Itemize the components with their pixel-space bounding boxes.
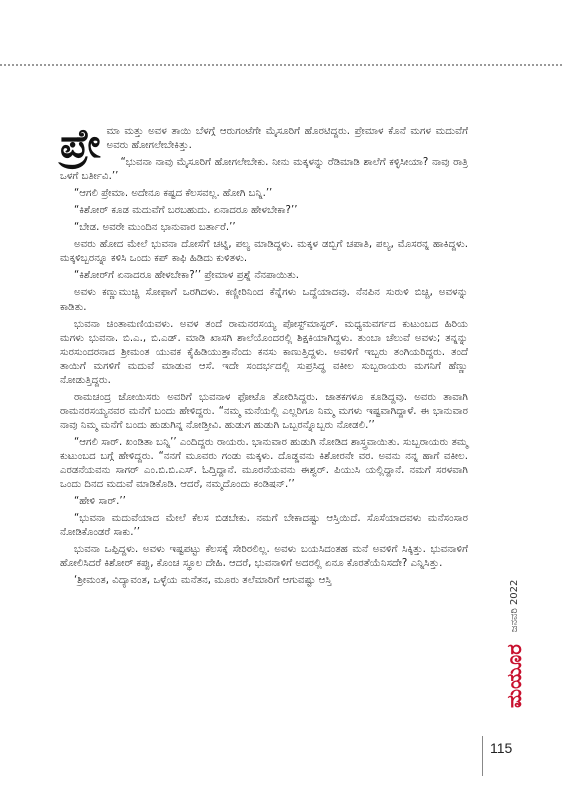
paragraph-11: “ಆಗಲಿ ಸಾರ್. ಖಂಡಿತಾ ಬನ್ನಿ’’ ಎಂದಿದ್ದರು ರಾಯರು. ಭಾನುವಾರ ಹುಡುಗಿ ನೋಡಿದ ಶಾಸ್ತ್ರವಾಯಿತು. ಸುಬ್ಬರಾಯರು ತಮ್ಮ ಕುಟುಂಬದ ಬಗ್ಗೆ ಹೇಳಿದ್ದರು. “ನನಗೆ ಮೂವರು ಗಂಡು ಮಕ್ಕಳು. ದೊಡ್ಡವನು ಕಿಶೋರನೇ ವರ. ಅವನು ನನ್ನ ಹಾಗೆ ವಕೀಲ. ಎರಡನೆಯವನು ಸಾಗರ್ ಎಂ.ಬಿ.ಬಿ.ಎಸ್. ಓದ್ತಿದ್ದಾನೆ. ಮೂರನೆಯವನು ಈಶ್ವರ್. ಪಿಯುಸಿ ಯಲ್ಲಿದ್ದಾನೆ. ನಮಗೆ ಸರಳವಾಗಿ ಒಂದು ದಿನದ ಮದುವೆ ಮಾಡಿಕೊಡಿ. ಆದರೆ, ನಮ್ಮದೊಂದು ಕಂಡಿಷನ್.’’ <box>60 436 468 491</box>
paragraph-2: “ಭುವನಾ ನಾವು ಮೈಸೂರಿಗೆ ಹೋಗಲೇಬೇಕು. ನೀನು ಮಕ್ಕಳನ್ನು ರೆಡಿಮಾಡಿ ಶಾಲೆಗೆ ಕಳ್ಳಿಸೀಯಾ? ನಾವು ರಾತ್ರಿ ಒಳಗೆ ಬರ್ತೀವಿ.’’ <box>60 157 468 183</box>
paragraph-13: “ಭುವನಾ ಮದುವೆಯಾದ ಮೇಲೆ ಕೆಲಸ ಬಿಡಬೇಕು. ನಮಗೆ ಬೇಕಾದಷ್ಟು ಆಸ್ತಿಯಿದೆ. ಸೊಸೆಯಾದವಳು ಮನೆಸಂಸಾರ ನೋಡಿಕೊಂಡರೆ ಸಾಕು.’’ <box>60 513 468 539</box>
paragraph-4: “ಕಿಶೋರ್ ಕೂಡ ಮದುವೆಗೆ ಬರಬಹುದು. ಏನಾದರೂ ಹೇಳಬೇಕಾ?’’ <box>74 205 298 217</box>
paragraph-9: ಭುವನಾ ಚಿಂತಾಮಣಿಯವಳು. ಅವಳ ತಂದೆ ರಾಮನರಸಯ್ಯ ಪೋಸ್ಟ್‌ಮಾಸ್ಟರ್. ಮಧ್ಯಮವರ್ಗದ ಕುಟುಂಬದ ಹಿರಿಯ ಮಗಳು ಭುವನಾ. ಬಿ.ಎ., ಬಿ.ಎಡ್. ಮಾಡಿ ಖಾಸಗಿ ಶಾಲೆಯೊಂದರಲ್ಲಿ ಶಿಕ್ಷಕಿಯಾಗಿದ್ದಳು. ತುಂಬಾ ಚೆಲುವೆ ಅವಳು; ತನ್ನನ್ನು ಸುರಸುಂದರನಾದ ಶ್ರೀಮಂತ ಯುವಕ ಕೈಹಿಡಿಯುತ್ತಾನೆಂದು ಕನಸು ಕಾಣುತ್ತಿದ್ದಳು. ಅವಳಿಗೆ ಇಬ್ಬರು ತಂಗಿಯರಿದ್ದರು. ತಂದೆ ತಾಯಿಗೆ ಮಗಳಿಗೆ ಮದುವೆ ಮಾಡುವ ಆಸೆ. ಇದೇ ಸಂದರ್ಭದಲ್ಲಿ ಸುಪ್ರಸಿದ್ಧ ವಕೀಲ ಸುಬ್ಬರಾಯರು ಮಗನಿಗೆ ಹೆಣ್ಣು ನೋಡುತ್ತಿದ್ದರು. <box>60 318 468 386</box>
paragraph-3: “ಆಗಲಿ ಪ್ರೇಮಾ. ಅದೇನೂ ಕಷ್ಟದ ಕೆಲಸವಲ್ಲ. ಹೋಗಿ ಬನ್ನಿ.’’ <box>74 188 273 200</box>
paragraph-15: ‘ಶ್ರೀಮಂತ, ವಿದ್ಯಾವಂತ, ಒಳ್ಳೆಯ ಮನೆತನ, ಮೂರು ತಲೆಮಾರಿಗೆ ಆಗುವಷ್ಟು ಆಸ್ತಿ <box>74 575 332 587</box>
paragraph-12: “ಹೇಳಿ ಸಾರ್.’’ <box>74 496 126 508</box>
top-dotted-rule <box>0 64 562 66</box>
paragraph-1-text: ಮಾ ಮತ್ತು ಅವಳ ತಾಯಿ ಬೆಳಗ್ಗೆ ಆರುಗಂಟೆಗೇ ಮೈಸೂರಿಗೆ ಹೊರಟಿದ್ದರು. ಪ್ರೇಮಾಳ ಕೊನೆ ಮಗಳ ಮದುವೆಗೆ ಅವರು ಹೋಗಲೇಬೇಕಿತ್ತು. <box>106 126 468 152</box>
paragraph-6: ಅವರು ಹೋದ ಮೇಲೆ ಭುವನಾ ದೋಸೆಗೆ ಚಟ್ನಿ, ಪಲ್ಯ ಮಾಡಿದ್ದಳು. ಮಕ್ಕಳ ಡಬ್ಬಿಗೆ ಚಪಾತಿ, ಪಲ್ಯ, ಮೊಸರನ್ನ ಹಾಕಿದ್ದಳು. ಮಕ್ಕಳಿಬ್ಬರನ್ನೂ ಕಳಿಸಿ ಒಂದು ಕಪ್ ಕಾಫಿ ಹಿಡಿದು ಕುಳಿತಳು. <box>60 239 468 265</box>
page-number: 115 <box>490 740 513 756</box>
paragraph-1 <box>60 120 468 167</box>
issue-date: ಜನವರಿ 2022 <box>508 579 520 633</box>
magazine-name: ಮಯೂರ <box>502 644 526 708</box>
paragraph-7: “ಕಿಶೋರ್‌ಗೆ ಏನಾದರೂ ಹೇಳಬೇಕಾ?’’ ಪ್ರೇಮಾಳ ಪ್ರಶ್ನೆ ನೆನಪಾಯಿತು. <box>74 270 300 282</box>
page-number-divider <box>482 736 483 776</box>
paragraph-10: ರಾಮಚಂದ್ರ ಜೋಯಿಸರು ಅವರಿಗೆ ಭುವನಾಳ ಫೋಟೊ ತೋರಿಸಿದ್ದರು. ಜಾತಕಗಳೂ ಕೂಡಿದ್ದವು. ಅವರು ತಾವಾಗಿ ರಾಮನರಸಯ್ಯನವರ ಮನೆಗೆ ಬಂದು ಹೇಳಿದ್ದರು. “ನಮ್ಮ ಮನೆಯಲ್ಲಿ ಎಲ್ಲರಿಗೂ ನಿಮ್ಮ ಮಗಳು ಇಷ್ಟವಾಗಿದ್ದಾಳೆ. ಈ ಭಾನುವಾರ ನಾವು ನಿಮ್ಮ ಮನೆಗೆ ಬಂದು ಹುಡುಗಿನ್ನ ನೋಡ್ತೀವಿ. ಹುಡುಗ ಹುಡುಗಿ ಒಬ್ಬರನ್ನೊಬ್ಬರು ನೋಡಲಿ.’’ <box>60 391 468 431</box>
paragraph-5: “ಬೇಡ. ಅವರೇ ಮುಂದಿನ ಭಾನುವಾರ ಬರ್ತಾರೆ.’’ <box>74 222 236 234</box>
paragraph-14: ಭುವನಾ ಒಪ್ಪಿದ್ದಳು. ಅವಳು ಇಷ್ಟಪಟ್ಟು ಕೆಲಸಕ್ಕೆ ಸೇರಿರಲಿಲ್ಲ. ಅವಳು ಬಯಸಿದಂತಹ ಮನೆ ಅವಳಿಗೆ ಸಿಕ್ಕಿತ್ತು. ಭುವನಾಳಿಗೆ ಹೋಲಿಸಿದರೆ ಕಿಶೋರ್ ಕಪ್ಪು, ಕೊಂಚ ಸ್ಥೂಲ ದೇಹಿ. ಆದರೆ, ಭುವನಾಳಿಗೆ ಅದರಲ್ಲಿ ಏನೂ ಕೊರತೆಯೆನಿಸದೇ? ಎನ್ನಿಸಿತ್ತು. <box>60 544 468 570</box>
magazine-side-label <box>502 580 526 708</box>
drop-cap: ಪ್ರೇ <box>60 120 101 167</box>
story-body <box>60 120 468 591</box>
paragraph-8: ಅವಳು ಕಣ್ಣುಮುಚ್ಚಿ ಸೋಫಾಗೆ ಒರಗಿದಳು. ಕಣ್ಣೀರಿನಿಂದ ಕೆನ್ನೆಗಳು ಒದ್ದೆಯಾದವು. ನೆನಪಿನ ಸುರುಳಿ ಬಿಚ್ಚಿ, ಅವಳನ್ನು ಕಾಡಿತು. <box>60 287 468 313</box>
